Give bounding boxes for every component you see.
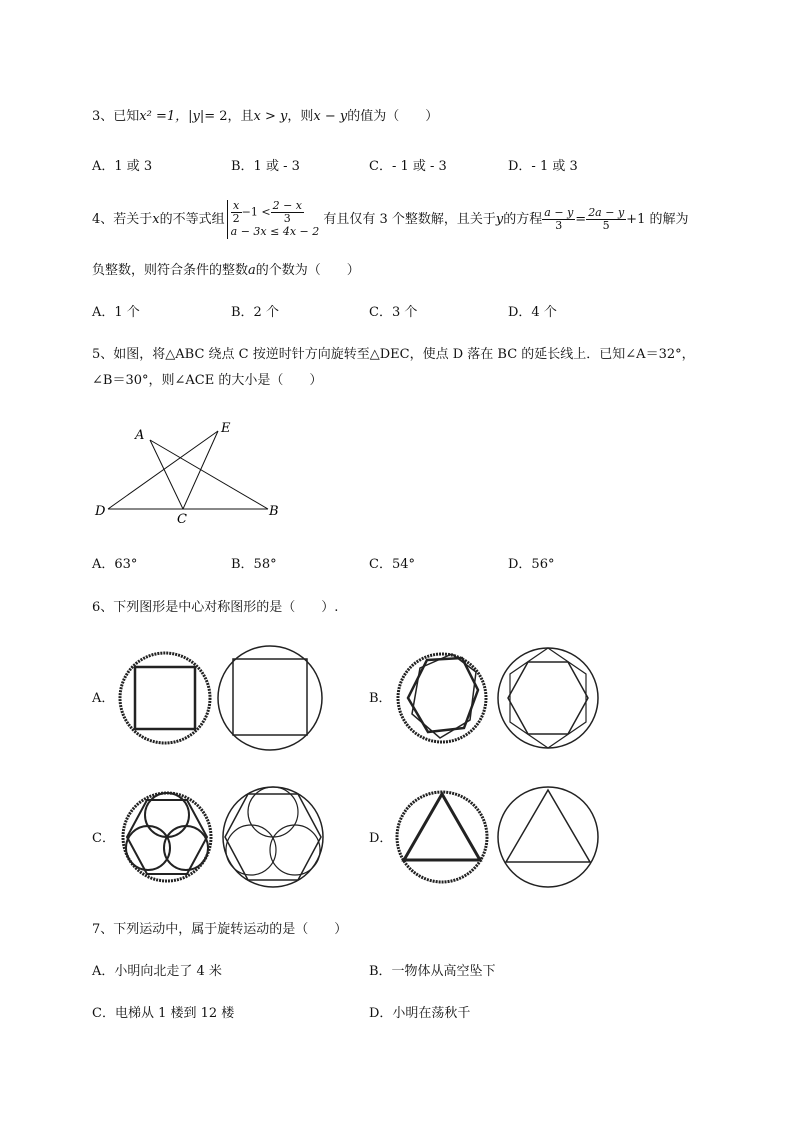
q7-stem: 7、下列运动中，属于旋转运动的是（ ）	[92, 922, 348, 937]
q3-option-c[interactable]: C．- 1 或 - 3	[369, 159, 447, 174]
q7-option-c[interactable]: C．电梯从 1 楼到 12 楼	[92, 1006, 235, 1021]
petal-2-clean	[226, 825, 276, 875]
q4-var-x: x	[152, 212, 160, 227]
q4-option-c[interactable]: C．3 个	[369, 305, 418, 320]
q3-expression: x − y	[313, 109, 348, 124]
q6-stem: 6、下列图形是中心对称图形的是（ ）.	[92, 600, 339, 615]
circle-clean	[498, 787, 598, 887]
q6-option-b-label[interactable]: B．	[369, 691, 392, 706]
q4-stem-part: 负整数，则符合条件的整数	[92, 263, 249, 278]
q5-option-b[interactable]: B．58°	[231, 557, 277, 572]
q3-stem-part: ，则	[287, 109, 314, 124]
triangle-clean	[506, 790, 590, 862]
frac-num: x	[231, 200, 242, 213]
triangle-rough	[404, 794, 480, 860]
q4-eq-sign: =	[575, 212, 587, 227]
q3-condition: x > y	[253, 109, 288, 124]
q6-option-d-figure[interactable]	[392, 780, 612, 895]
q4-stem-part: 有且仅有 3 个整数解，且关于	[323, 212, 496, 227]
q5-stem-line2: ∠B＝30°，则∠ACE 的大小是（ ）	[92, 373, 323, 388]
q3-stem-part: 3、已知	[92, 109, 140, 124]
q4-stem-part: +1 的解为	[626, 212, 689, 227]
square-clean	[233, 659, 307, 735]
line-a-c	[150, 440, 183, 509]
q4-option-b[interactable]: B．2 个	[231, 305, 279, 320]
q4-option-d[interactable]: D．4 个	[508, 305, 557, 320]
q3-stem-part: = 2，且	[204, 109, 254, 124]
q3-option-a[interactable]: A．1 或 3	[92, 159, 153, 174]
square-rough	[135, 667, 195, 729]
q5-option-a[interactable]: A．63°	[92, 557, 138, 572]
q3-option-d[interactable]: D．- 1 或 3	[508, 159, 578, 174]
q5-option-c[interactable]: C．54°	[369, 557, 415, 572]
label-c: C	[177, 512, 187, 527]
circle-clean	[498, 648, 598, 748]
label-b: B	[269, 504, 279, 519]
frac-den: 3	[555, 219, 563, 232]
frac-num: 2 − x	[272, 199, 302, 212]
q4-stem-part: 4、若关于	[92, 212, 153, 227]
petal-3-clean	[270, 825, 320, 875]
frac-den: 2	[232, 212, 240, 225]
q4-option-a[interactable]: A．1 个	[92, 305, 140, 320]
q4-ineq-2: a − 3x ≤ 4x − 2	[230, 225, 320, 238]
q6-option-d-label[interactable]: D．	[369, 831, 393, 846]
q6-option-a-label[interactable]: A．	[92, 691, 115, 706]
q6-option-c-figure[interactable]	[115, 780, 335, 895]
q3-stem	[92, 108, 438, 126]
frac-num: 2a − y	[588, 206, 625, 219]
q4-stem-part: 的方程	[503, 212, 543, 227]
q3-x2: x² =1，	[139, 109, 189, 124]
q7-option-a[interactable]: A．小明向北走了 4 米	[92, 964, 222, 979]
q4-stem-line2	[92, 262, 360, 280]
q7-option-b[interactable]: B．一物体从高空坠下	[369, 964, 496, 979]
q6-option-a-figure[interactable]	[115, 640, 325, 755]
q5-triangle-figure	[90, 418, 290, 528]
q4-stem-part: 的个数为（ ）	[255, 263, 360, 278]
q4-stem-line1	[92, 200, 688, 239]
q4-ineq1-mid: −1 <	[241, 205, 271, 219]
label-d: D	[95, 504, 106, 519]
hexagon-clean	[508, 662, 588, 734]
hexagon-star-clean	[510, 648, 586, 748]
q3-abs-y: |y|	[188, 109, 205, 124]
q5-stem-line1: 5、如图，将△ABC 绕点 C 按逆时针方向旋转至△DEC，使点 D 落在 BC 的延长线上．已知∠A＝32°，	[92, 347, 695, 362]
circle-rough	[397, 792, 487, 882]
q3-stem-part: 的值为（ ）	[347, 109, 439, 124]
q3-option-b[interactable]: B．1 或 - 3	[231, 159, 300, 174]
q6-option-c-label[interactable]: C．	[92, 831, 115, 846]
q5-option-d[interactable]: D．56°	[508, 557, 555, 572]
q4-stem-part: 的不等式组	[159, 212, 225, 227]
label-a: A	[135, 428, 145, 443]
frac-den: 3	[283, 212, 291, 225]
q4-inequality-system	[227, 200, 320, 239]
q4-var-a: a	[248, 263, 256, 278]
label-e: E	[221, 421, 231, 436]
q7-option-d[interactable]: D．小明在荡秋千	[369, 1006, 471, 1021]
frac-den: 5	[602, 219, 610, 232]
frac-num: a − y	[544, 206, 574, 219]
q4-var-y: y	[495, 212, 504, 227]
q6-option-b-figure[interactable]	[392, 640, 612, 755]
q4-ineq-1	[231, 200, 320, 225]
